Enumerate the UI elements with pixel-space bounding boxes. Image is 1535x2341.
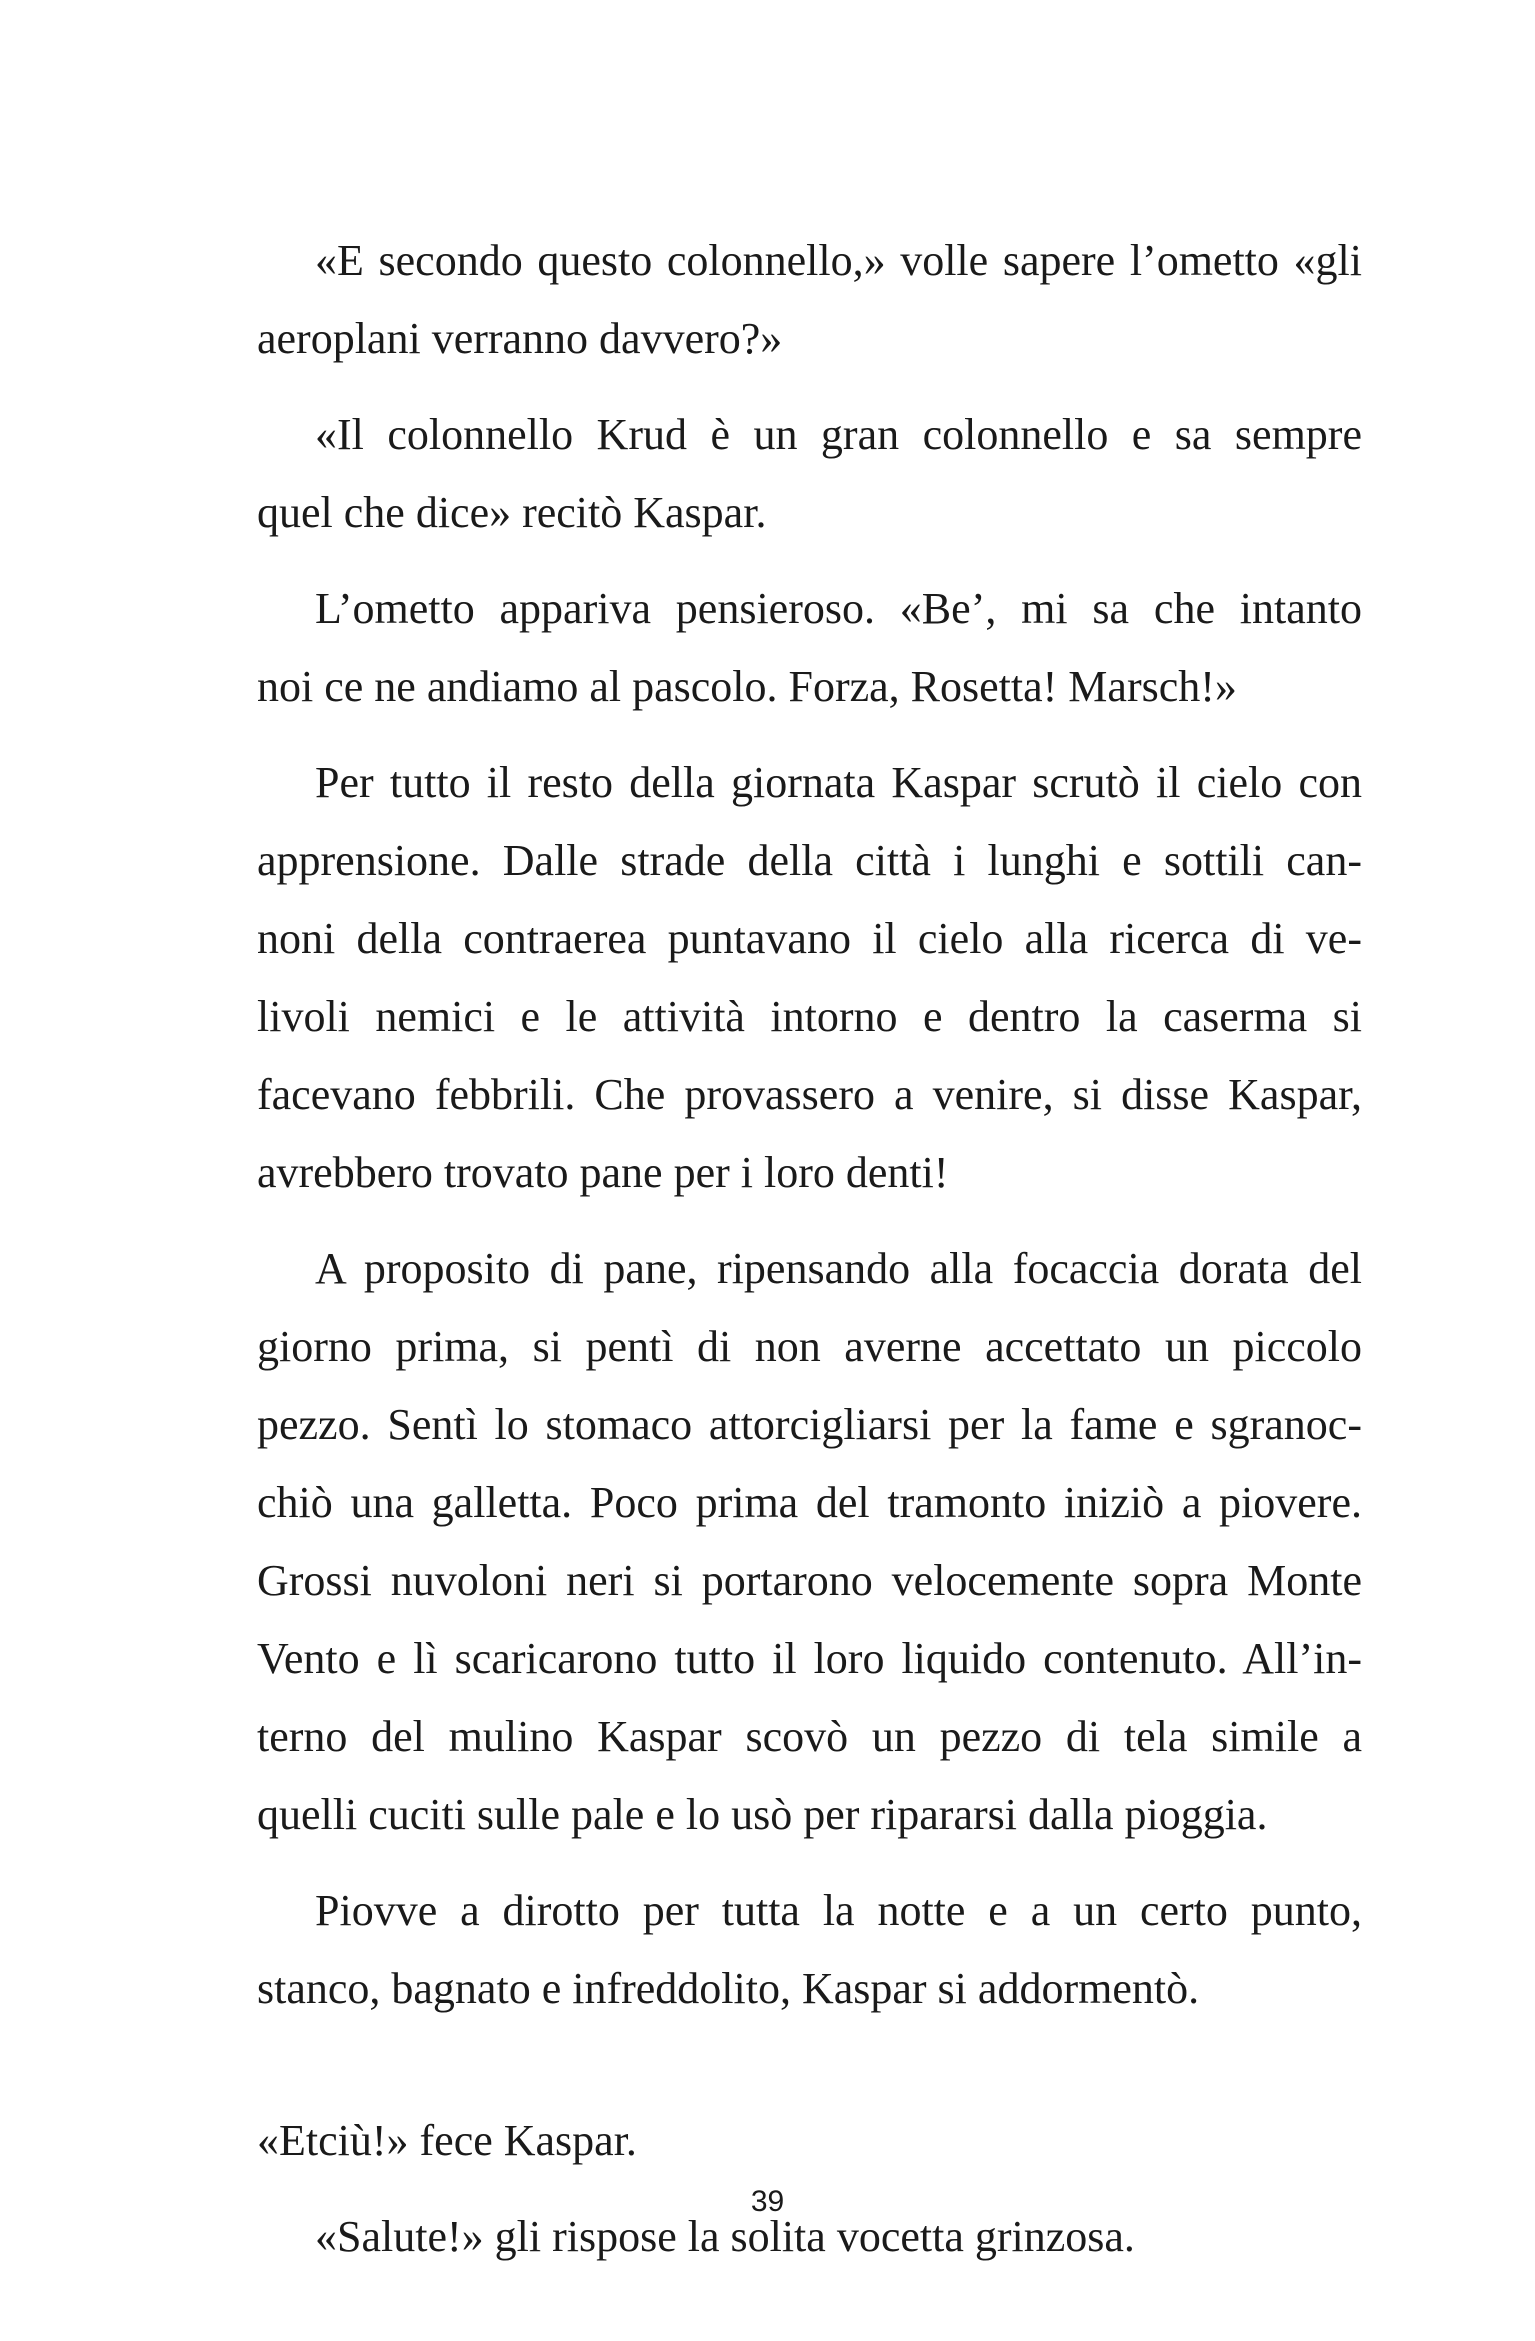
text-line: «Il colonnello Krud è un gran colonnello e sa sempre [315,410,1362,459]
paragraph-gap [257,726,1362,744]
text-line: facevano febbrili. Che provassero a venire, si disse Kaspar, [257,1070,1362,1119]
section-break [257,2028,1362,2102]
paragraph [257,396,1362,552]
text-line: L’ometto appariva pensieroso. «Be’, mi sa che intanto [315,584,1362,633]
text-line: A proposito di pane, ripensando alla focaccia dorata del [315,1244,1362,1293]
paragraph-gap [257,1212,1362,1230]
paragraph [257,570,1362,726]
text-line: aeroplani verranno davvero?» [257,314,783,363]
paragraph [257,1872,1362,2028]
text-line: giorno prima, si pentì di non averne accettato un piccolo [257,1322,1362,1371]
paragraph-gap [257,378,1362,396]
paragraph [257,744,1362,1212]
text-line: stanco, bagnato e infreddolito, Kaspar si addormentò. [257,1964,1200,2013]
paragraph [257,2102,1362,2180]
text-line: Grossi nuvoloni neri si portarono velocemente sopra Monte [257,1556,1362,1605]
text-line: «E secondo questo colonnello,» volle sapere l’ometto «gli [315,236,1362,285]
page-number: 39 [750,2185,785,2218]
text-line: quelli cuciti sulle pale e lo usò per ripararsi dalla pioggia. [257,1790,1268,1839]
body-text [257,222,1362,2276]
text-line: «Etciù!» fece Kaspar. [257,2116,637,2165]
text-line: chiò una galletta. Poco prima del tramonto iniziò a piovere. [257,1478,1362,1527]
text-line: pezzo. Sentì lo stomaco attorcigliarsi per la fame e sgranoc- [257,1400,1362,1449]
text-line: quel che dice» recitò Kaspar. [257,488,767,537]
paragraph [257,1230,1362,1854]
text-line: apprensione. Dalle strade della città i lunghi e sottili can- [257,836,1362,885]
text-line: noni della contraerea puntavano il cielo alla ricerca di ve- [257,914,1362,963]
text-line: livoli nemici e le attività intorno e dentro la caserma si [257,992,1362,1041]
paragraph [257,222,1362,378]
text-line: noi ce ne andiamo al pascolo. Forza, Rosetta! Marsch!» [257,662,1237,711]
text-line: terno del mulino Kaspar scovò un pezzo di tela simile a [257,1712,1362,1761]
paragraph-gap [257,552,1362,570]
text-line: Piovve a dirotto per tutta la notte e a un certo punto, [315,1886,1362,1935]
text-line: «Salute!» gli rispose la solita vocetta grinzosa. [315,2212,1135,2261]
paragraph-gap [257,1854,1362,1872]
text-line: Per tutto il resto della giornata Kaspar scrutò il cielo con [315,758,1362,807]
text-line: avrebbero trovato pane per i loro denti! [257,1148,949,1197]
text-line: Vento e lì scaricarono tutto il loro liquido contenuto. All’in- [257,1634,1362,1683]
